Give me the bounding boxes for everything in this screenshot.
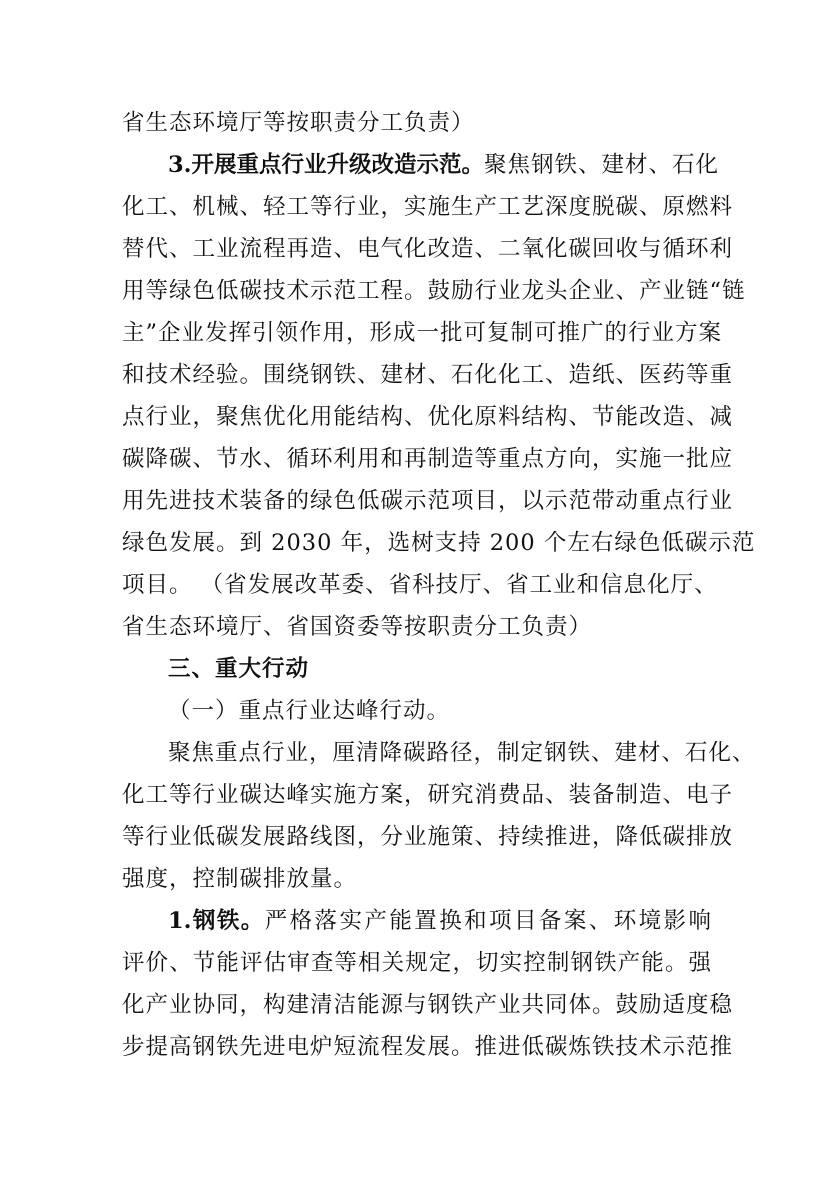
text-line: 化工、机械、轻工等行业，实施生产工艺深度脱碳、原燃料 [122, 194, 734, 220]
text-line: 强度，控制碳排放量。 [122, 866, 358, 892]
text-line: 化产业协同，构建清洁能源与钢铁产业共同体。鼓励适度稳 [122, 992, 734, 1018]
section-heading: 三、重大行动 [168, 656, 310, 682]
text-line: 化工等行业碳达峰实施方案，研究消费品、装备制造、电子 [122, 782, 734, 808]
text-line: 碳降碳、节水、循环利用和再制造等重点方向，实施一批应 [122, 446, 734, 472]
section-item-1 [168, 900, 712, 942]
item-heading: 3.开展重点行业升级改造示范。 [168, 152, 484, 178]
section-item-3 [168, 144, 720, 186]
text-line: 评价、节能评估审查等相关规定，切实控制钢铁产能。强 [122, 950, 712, 976]
text-line: 聚焦重点行业，厘清降碳路径，制定钢铁、建材、石化、 [168, 740, 756, 766]
item-text: 严格落实产能置换和项目备案、环境影响 [264, 908, 712, 934]
text-line: 省生态环境厅等按职责分工负责） [122, 110, 475, 136]
text-line: 用等绿色低碳技术示范工程。鼓励行业龙头企业、产业链“链 [122, 278, 746, 304]
text-line: 步提高钢铁先进电炉短流程发展。推进低碳炼铁技术示范推 [122, 1034, 734, 1060]
text-line: 省生态环境厅、省国资委等按职责分工负责） [122, 614, 593, 640]
text-line: 和技术经验。围绕钢铁、建材、石化化工、造纸、医药等重 [122, 362, 734, 388]
text-line: 绿色发展。到 2030 年，选树支持 200 个左右绿色低碳示范 [122, 530, 756, 556]
item-text: 聚焦钢铁、建材、石化 [484, 152, 720, 178]
text-line: 替代、工业流程再造、电气化改造、二氧化碳回收与循环利 [122, 236, 734, 262]
item-heading: 1.钢铁。 [168, 908, 265, 934]
text-line: 用先进技术装备的绿色低碳示范项目，以示范带动重点行业 [122, 488, 734, 514]
subsection-heading: （一）重点行业达峰行动。 [168, 698, 451, 724]
text-line: 主”企业发挥引领作用，形成一批可复制可推广的行业方案 [122, 320, 723, 346]
text-line: 等行业低碳发展路线图，分业施策、持续推进，降低碳排放 [122, 824, 734, 850]
text-line: 项目。 （省发展改革委、省科技厅、省工业和信息化厅、 [122, 572, 718, 598]
text-line: 点行业，聚焦优化用能结构、优化原料结构、节能改造、减 [122, 404, 734, 430]
